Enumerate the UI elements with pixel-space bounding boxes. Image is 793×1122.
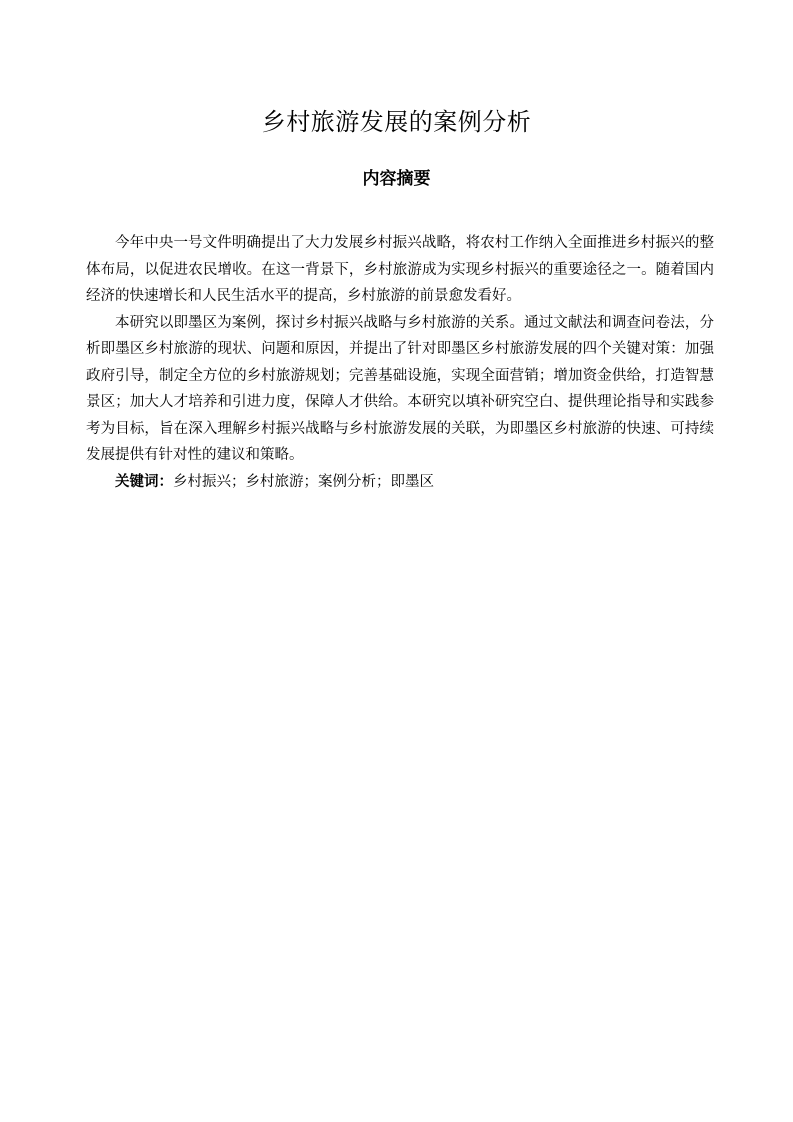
abstract-body [86, 230, 714, 495]
abstract-paragraph-1: 今年中央一号文件明确提出了大力发展乡村振兴战略，将农村工作纳入全面推进乡村振兴的整体布局，以促进农民增收。在这一背景下，乡村旅游成为实现乡村振兴的重要途径之一。随着国内经济的快速增长和人民生活水平的提高，乡村旅游的前景愈发看好。 [86, 235, 714, 304]
keywords-label: 关键词： [115, 473, 173, 490]
page-title: 乡村旅游发展的案例分析 [261, 108, 532, 136]
abstract-heading: 内容摘要 [362, 169, 431, 189]
keywords-line [86, 469, 714, 496]
abstract-paragraph-2: 本研究以即墨区为案例，探讨乡村振兴战略与乡村旅游的关系。通过文献法和调查问卷法，分析即墨区乡村旅游的现状、问题和原因，并提出了针对即墨区乡村旅游发展的四个关键对策：加强政府引导，制定全方位的乡村旅游规划；完善基础设施，实现全面营销；增加资金供给，打造智慧景区；加大人才培养和引进力度，保障人才供给。本研究以填补研究空白、提供理论指导和实践参考为目标，旨在深入理解乡村振兴战略与乡村旅游发展的关联，为即墨区乡村旅游的快速、可持续发展提供有针对性的建议和策略。 [86, 314, 714, 463]
keywords-text: 乡村振兴；乡村旅游；案例分析；即墨区 [173, 473, 434, 490]
